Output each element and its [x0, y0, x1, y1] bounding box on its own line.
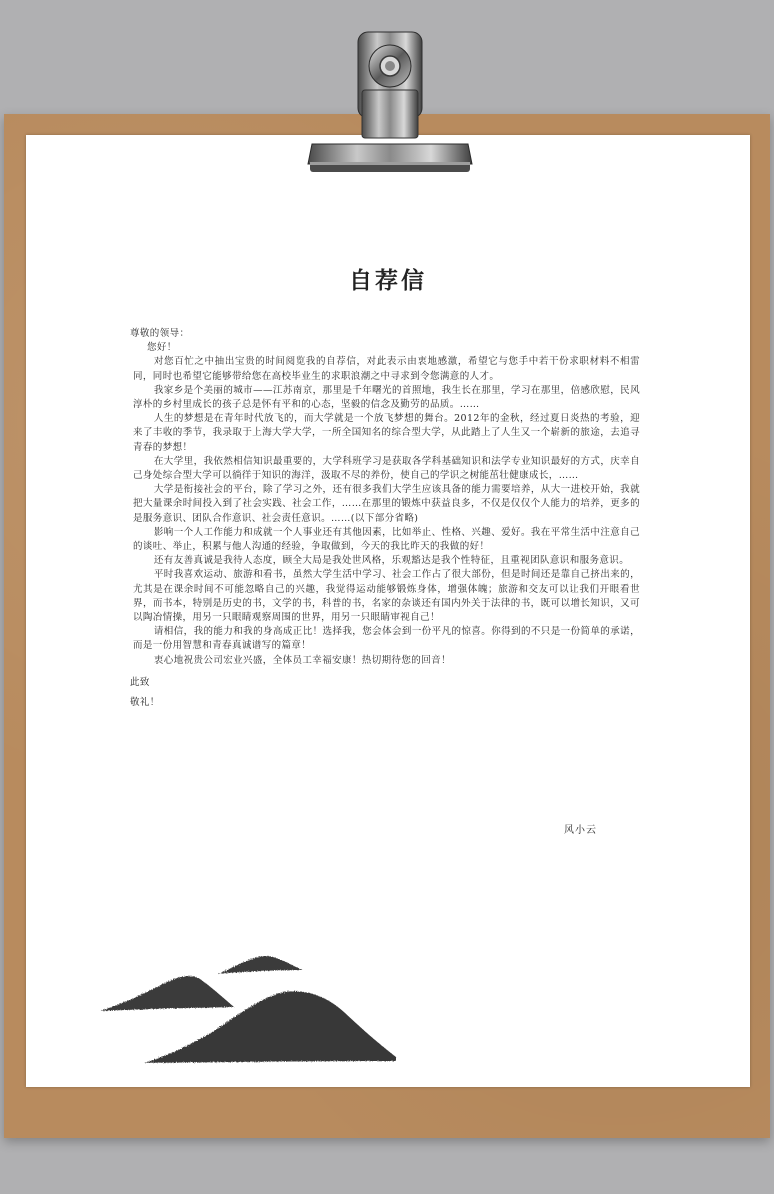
ink-mountains-illustration — [100, 953, 400, 1065]
document-title: 自荐信 — [349, 267, 427, 294]
paragraph-3: 人生的梦想是在青年时代放飞的，而大学就是一个放飞梦想的舞台。2012年的金秋，经过夏日炎热的考验，迎来了丰收的季节，我录取于上海大学大学，一所全国知名的综合型大学，从此踏上了人生又一个崭新的旅途，去追寻青春的梦想！ — [133, 413, 640, 453]
paragraph-1: 对您百忙之中抽出宝贵的时间阅览我的自荐信，对此表示由衷地感激，希望它与您手中若干份求职材料不相雷同，同时也希望它能够带给您在高校毕业生的求职浪潮之中寻求到令您满意的人才。 — [133, 356, 640, 382]
greeting: 您好！ — [147, 342, 177, 354]
paragraph-2: 我家乡是个美丽的城市——江苏南京，那里是千年曙光的首照地，我生长在那里，学习在那里，倍感欣慰，民风淳朴的乡村里成长的孩子总是怀有平和的心态，坚毅的信念及勤劳的品质。…… — [133, 384, 640, 411]
small-peak — [218, 956, 303, 974]
paragraph-7: 还有友善真诚是我待人态度，顾全大局是我处世风格，乐观豁达是我个性特征，且重视团队意识和服务意识。 — [153, 555, 630, 567]
salutation: 尊敬的领导： — [130, 328, 190, 339]
paragraph-9: 请相信，我的能力和我的身高成正比！选择我，您会体会到一份平凡的惊喜。你得到的不只是一份简单的承诺，而是一份用智慧和青春真诚谱写的篇章！ — [133, 626, 640, 652]
paragraph-5: 大学是衔接社会的平台，除了学习之外，还有很多我们大学生应该具备的能力需要培养，从大一进校开始，我就把大量课余时间投入到了社会实践、社会工作，……在那里的锻炼中获益良多，不仅是仅仅个人能力的培养，更多的是服务意识、团队合作意识、社会责任意识。……(以下部分省略) — [133, 484, 640, 524]
resume-paper — [26, 135, 750, 1087]
closing-line-2: 敬礼！ — [130, 697, 160, 709]
paragraph-10: 衷心地祝贵公司宏业兴盛，全体员工幸福安康！热切期待您的回音！ — [153, 654, 451, 666]
paragraph-4: 在大学里，我依然相信知识最重要的，大学科班学习是获取各学科基础知识和法学专业知识最好的方式，庆幸自己身处综合型大学可以徜徉于知识的海洋，汲取不尽的养份，使自己的学识之树能茁壮健康成长，…… — [133, 455, 640, 482]
binder-clip — [306, 28, 474, 176]
left-peak — [100, 976, 234, 1011]
closing-line-1: 此致 — [130, 676, 150, 688]
paragraph-8: 平时我喜欢运动、旅游和看书，虽然大学生活中学习、社会工作占了很大部份，但是时间还是靠自己挤出来的，尤其是在课余时间不可能忽略自己的兴趣，我觉得运动能够锻炼身体，增强体魄；旅游和交友可以让我们开眼看世界，而书本，特别是历史的书，文学的书，科普的书，名家的杂谈还有国内外关于法律的书，既可以增长知识，又可以陶冶情操，用另一只眼睛观察周围的世界，用另一只眼睛审视自己！ — [133, 569, 640, 624]
signature: 风小云 — [564, 825, 597, 836]
letter-body — [130, 327, 640, 710]
paragraph-6: 影响一个人工作能力和成就一个人事业还有其他因素，比如举止、性格、兴趣、爱好。我在平常生活中注意自己的谈吐、举止，积累与他人沟通的经验，争取做到，今天的我比昨天的我做的好！ — [133, 526, 640, 553]
